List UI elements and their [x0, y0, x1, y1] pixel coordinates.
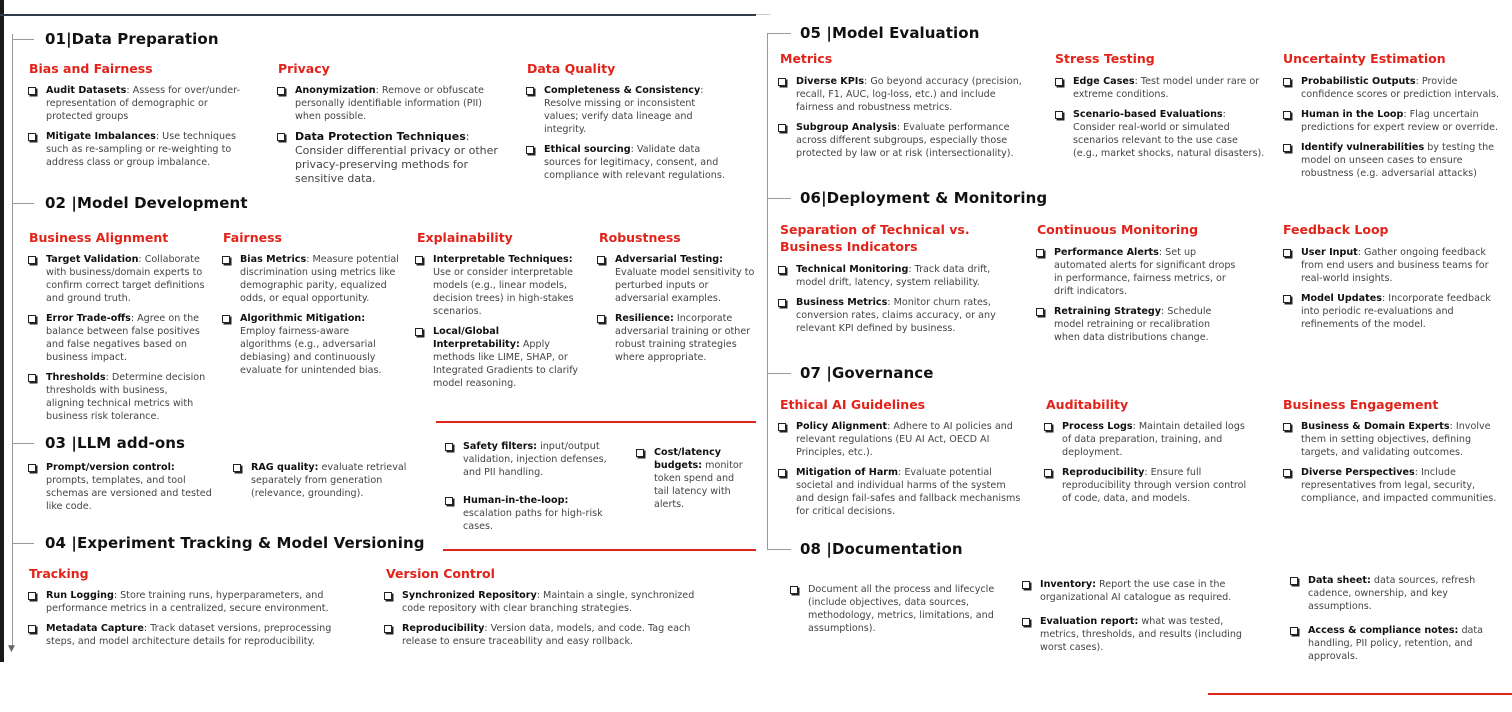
checkbox-icon	[1044, 469, 1052, 477]
list-item: Target Validation: Collaborate with business/domain experts to confirm correct target definitions and ground truth.	[28, 253, 208, 305]
list-item: RAG quality: evaluate retrieval separately from generation (relevance, grounding).	[233, 461, 433, 500]
list-llm-rag	[233, 461, 433, 507]
subheading-feedback-loop: Feedback Loop	[1283, 222, 1389, 237]
list-item: Completeness & Consistency: Resolve missing or inconsistent values; verify data lineage and integrity.	[526, 84, 726, 136]
section-title-documentation: 08 |Documentation	[800, 540, 963, 558]
list-data-quality	[526, 84, 726, 189]
section-name: Governance	[831, 364, 934, 382]
section-title-model-development: 02 |Model Development	[45, 194, 248, 212]
checkbox-icon	[1283, 78, 1291, 86]
list-item: Mitigate Imbalances: Use techniques such as re-sampling or re-weighting to address class or group imbalance.	[28, 130, 240, 169]
section-title-experiment-tracking: 04 |Experiment Tracking & Model Versioning	[45, 534, 425, 552]
subheading-bias-and-fairness: Bias and Fairness	[29, 61, 153, 76]
left-timeline	[12, 34, 13, 648]
llm-divider-top	[436, 421, 756, 423]
checkbox-icon	[1283, 469, 1291, 477]
list-item: Document all the process and lifecycle (include objectives, data sources, methodology, metrics, limitations, and assumptions).	[790, 583, 1005, 635]
checkbox-icon	[778, 299, 786, 307]
section-name: Deployment & Monitoring	[826, 189, 1048, 207]
checkbox-icon	[277, 87, 285, 95]
section-title-governance: 07 |Governance	[800, 364, 934, 382]
list-item: Inventory: Report the use case in the organizational AI catalogue as required.	[1022, 578, 1242, 604]
checkbox-icon	[778, 469, 786, 477]
llm-divider-bottom	[443, 549, 756, 551]
list-item: Anonymization: Remove or obfuscate personally identifiable information (PII) when possible.	[277, 84, 509, 123]
list-item: Scenario-based Evaluations: Consider real-world or simulated scenarios relevant to the use case (e.g., market shocks, natural disasters).	[1055, 108, 1265, 160]
section-number: 03	[45, 434, 67, 452]
list-fairness	[222, 253, 400, 384]
left-frame-border	[0, 0, 4, 662]
checkbox-icon	[1283, 111, 1291, 119]
list-item: Performance Alerts: Set up automated alerts for significant drops in performance, fairness metrics, or drift indicators.	[1036, 246, 1236, 298]
checkbox-icon	[1283, 144, 1291, 152]
timeline-tick-01	[12, 39, 34, 40]
checkbox-icon	[1022, 618, 1030, 626]
section-title-model-evaluation: 05 |Model Evaluation	[800, 24, 980, 42]
section-name: Model Evaluation	[831, 24, 980, 42]
checkbox-icon	[1022, 581, 1030, 589]
timeline-arrow-down-icon: ▼	[8, 644, 15, 654]
subheading-ethical-ai-guidelines: Ethical AI Guidelines	[780, 397, 926, 412]
list-item: Safety filters: input/output validation, injection defenses, and PII handling.	[445, 440, 610, 479]
subheading-business-engagement: Business Engagement	[1283, 397, 1439, 412]
list-documentation-inventory	[1022, 578, 1242, 661]
checkbox-icon	[1290, 627, 1298, 635]
checkbox-icon	[222, 315, 230, 323]
checkbox-icon	[28, 256, 36, 264]
checkbox-icon	[28, 374, 36, 382]
list-documentation-process	[790, 583, 1005, 642]
checkbox-icon	[384, 625, 392, 633]
subheading-separation-indicators: Separation of Technical vs. Business Indicators	[780, 222, 970, 254]
list-item: Retraining Strategy: Schedule model retraining or recalibration when data distributions change.	[1036, 305, 1236, 344]
checkbox-icon	[526, 146, 534, 154]
timeline-tick-05	[767, 33, 791, 34]
list-business-alignment	[28, 253, 208, 430]
list-item: Business & Domain Experts: Involve them in setting objectives, defining targets, and validating outcomes.	[1283, 420, 1505, 459]
list-item: Prompt/version control: prompts, templates, and tool schemas are versioned and tested like code.	[28, 461, 218, 513]
checkbox-icon	[28, 133, 36, 141]
list-feedback-loop	[1283, 246, 1493, 338]
list-item: Policy Alignment: Adhere to AI policies and relevant regulations (EU AI Act, OECD AI Principles, etc.).	[778, 420, 1026, 459]
list-item: Evaluation report: what was tested, metrics, thresholds, and results (including worst cases).	[1022, 615, 1242, 654]
list-metrics	[778, 75, 1028, 167]
list-llm-cost	[636, 446, 751, 518]
section-number: 06	[800, 189, 822, 207]
list-item: User Input: Gather ongoing feedback from end users and business teams for real-world insights.	[1283, 246, 1493, 285]
top-frame-border-light	[756, 14, 770, 15]
section-number: 05	[800, 24, 822, 42]
list-item: Error Trade-offs: Agree on the balance between false positives and false negatives based on business impact.	[28, 312, 208, 364]
checkbox-icon	[445, 443, 453, 451]
checkbox-icon	[1283, 249, 1291, 257]
checkbox-icon	[778, 423, 786, 431]
list-item: Access & compliance notes: data handling, PII policy, retention, and approvals.	[1290, 624, 1500, 663]
list-item: Diverse Perspectives: Include representatives from legal, security, compliance, and impacted communities.	[1283, 466, 1505, 505]
subheading-business-alignment: Business Alignment	[29, 230, 169, 245]
list-item: Probabilistic Outputs: Provide confidence scores or prediction intervals.	[1283, 75, 1505, 101]
list-item: Mitigation of Harm: Evaluate potential societal and individual harms of the system and design fail-safes and fallback mechanisms for critical decisions.	[778, 466, 1026, 518]
list-item: Adversarial Testing: Evaluate model sensitivity to perturbed inputs or adversarial examples.	[597, 253, 757, 305]
checkbox-icon	[28, 464, 36, 472]
list-item: Interpretable Techniques: Use or consider interpretable models (e.g., linear models, decision trees) in high-stakes scenarios.	[415, 253, 587, 318]
list-bias-and-fairness	[28, 84, 240, 176]
checkbox-icon	[445, 497, 453, 505]
section-title-data-preparation: 01|Data Preparation	[45, 30, 219, 48]
list-stress-testing	[1055, 75, 1265, 167]
list-item: Resilience: Incorporate adversarial training or other robust training strategies where appropriate.	[597, 312, 757, 364]
list-separation-indicators	[778, 263, 1023, 342]
list-item: Ethical sourcing: Validate data sources for legitimacy, consent, and compliance with relevant regulations.	[526, 143, 726, 182]
checkbox-icon	[526, 87, 534, 95]
list-version-control	[384, 589, 714, 655]
subheading-fairness: Fairness	[223, 230, 282, 245]
list-item: Cost/latency budgets: monitor token spend and tail latency with alerts.	[636, 446, 751, 511]
list-llm-prompt	[28, 461, 218, 520]
list-item: Identify vulnerabilities by testing the model on unseen cases to ensure robustness (e.g. adversarial attacks)	[1283, 141, 1505, 180]
list-business-engagement	[1283, 420, 1505, 512]
list-tracking	[28, 589, 358, 655]
list-item: Business Metrics: Monitor churn rates, conversion rates, claims accuracy, or any relevant KPI defined by business.	[778, 296, 1023, 335]
list-robustness	[597, 253, 757, 371]
section-number: 07	[800, 364, 822, 382]
section-number: 02	[45, 194, 67, 212]
list-auditability	[1044, 420, 1254, 512]
list-item: Bias Metrics: Measure potential discrimination using metrics like demographic parity, equalized odds, or equal opportunity.	[222, 253, 400, 305]
checkbox-icon	[28, 625, 36, 633]
list-explainability	[415, 253, 587, 397]
checkbox-icon	[778, 124, 786, 132]
timeline-tick-06	[767, 198, 791, 199]
list-item: Metadata Capture: Track dataset versions, preprocessing steps, and model architecture details for reproducibility.	[28, 622, 358, 648]
section-name: Experiment Tracking & Model Versioning	[76, 534, 425, 552]
subheading-continuous-monitoring: Continuous Monitoring	[1037, 222, 1199, 237]
subheading-uncertainty-estimation: Uncertainty Estimation	[1283, 51, 1446, 66]
list-uncertainty-estimation	[1283, 75, 1505, 187]
checkbox-icon	[1283, 295, 1291, 303]
checkbox-icon	[597, 315, 605, 323]
checkbox-icon	[790, 586, 798, 594]
timeline-tick-03	[12, 443, 34, 444]
subheading-privacy: Privacy	[278, 61, 330, 76]
list-item: Thresholds: Determine decision thresholds with business, aligning technical metrics with business risk tolerance.	[28, 371, 208, 423]
list-item: Human-in-the-loop: escalation paths for high-risk cases.	[445, 494, 610, 533]
subheading-tracking: Tracking	[29, 566, 89, 581]
list-item: Run Logging: Store training runs, hyperparameters, and performance metrics in a centralized, secure environment.	[28, 589, 358, 615]
checkbox-icon	[277, 133, 285, 141]
list-item: Diverse KPIs: Go beyond accuracy (precision, recall, F1, AUC, log-loss, etc.) and include fairness and robustness metrics.	[778, 75, 1028, 114]
list-item: Subgroup Analysis: Evaluate performance across different subgroups, especially those protected by law or at risk (intersectionality).	[778, 121, 1028, 160]
list-privacy	[277, 84, 509, 193]
checkbox-icon	[28, 592, 36, 600]
checkbox-icon	[778, 266, 786, 274]
checkbox-icon	[415, 256, 423, 264]
checkbox-icon	[1055, 111, 1063, 119]
timeline-tick-08	[767, 549, 791, 550]
list-continuous-monitoring	[1036, 246, 1236, 351]
list-item: Process Logs: Maintain detailed logs of data preparation, training, and deployment.	[1044, 420, 1254, 459]
checkbox-icon	[28, 315, 36, 323]
checkbox-icon	[1055, 78, 1063, 86]
documentation-divider	[1208, 693, 1512, 695]
right-timeline	[767, 33, 768, 549]
subheading-stress-testing: Stress Testing	[1055, 51, 1155, 66]
subheading-version-control: Version Control	[386, 566, 495, 581]
checkbox-icon	[415, 328, 423, 336]
list-item: Synchronized Repository: Maintain a single, synchronized code repository with clear branching strategies.	[384, 589, 714, 615]
subheading-data-quality: Data Quality	[527, 61, 616, 76]
checkbox-icon	[1036, 249, 1044, 257]
list-item: Algorithmic Mitigation: Employ fairness-aware algorithms (e.g., adversarial debiasing) and continuously evaluate for unintended bias.	[222, 312, 400, 377]
checkbox-icon	[1290, 577, 1298, 585]
section-name: Documentation	[831, 540, 963, 558]
checkbox-icon	[1283, 423, 1291, 431]
section-number: 08	[800, 540, 822, 558]
subheading-robustness: Robustness	[599, 230, 681, 245]
list-item: Data sheet: data sources, refresh cadence, ownership, and key assumptions.	[1290, 574, 1500, 613]
list-documentation-datasheet	[1290, 574, 1500, 670]
subheading-auditability: Auditability	[1046, 397, 1129, 412]
checkbox-icon	[778, 78, 786, 86]
section-number: 01	[45, 30, 67, 48]
list-item: Data Protection Techniques: Consider differential privacy or other privacy-preserving methods for sensitive data.	[277, 130, 509, 186]
checkbox-icon	[28, 87, 36, 95]
list-item: Reproducibility: Ensure full reproducibility through version control of code, data, and models.	[1044, 466, 1254, 505]
timeline-tick-07	[767, 373, 791, 374]
subheading-explainability: Explainability	[417, 230, 513, 245]
checkbox-icon	[636, 449, 644, 457]
top-frame-border	[0, 14, 756, 16]
checkbox-icon	[222, 256, 230, 264]
timeline-tick-04	[12, 543, 34, 544]
checkbox-icon	[233, 464, 241, 472]
section-title-llm-add-ons: 03 |LLM add-ons	[45, 434, 186, 452]
list-item: Reproducibility: Version data, models, and code. Tag each release to ensure traceability and easy rollback.	[384, 622, 714, 648]
list-item: Audit Datasets: Assess for over/under-representation of demographic or protected groups	[28, 84, 240, 123]
section-number: 04	[45, 534, 67, 552]
list-ethical-ai-guidelines	[778, 420, 1026, 525]
checkbox-icon	[384, 592, 392, 600]
list-item: Local/Global Interpretability: Apply methods like LIME, SHAP, or Integrated Gradients to clarify model reasoning.	[415, 325, 587, 390]
checkbox-icon	[1036, 308, 1044, 316]
checkbox-icon	[597, 256, 605, 264]
checkbox-icon	[1044, 423, 1052, 431]
section-name: Data Preparation	[71, 30, 219, 48]
list-item: Technical Monitoring: Track data drift, model drift, latency, system reliability.	[778, 263, 1023, 289]
section-name: LLM add-ons	[76, 434, 186, 452]
list-item: Model Updates: Incorporate feedback into periodic re-evaluations and refinements of the model.	[1283, 292, 1493, 331]
section-title-deployment-monitoring: 06|Deployment & Monitoring	[800, 189, 1048, 207]
list-llm-safety	[445, 440, 610, 540]
subheading-metrics: Metrics	[780, 51, 833, 66]
timeline-tick-02	[12, 203, 34, 204]
list-item: Human in the Loop: Flag uncertain predictions for expert review or override.	[1283, 108, 1505, 134]
section-name: Model Development	[76, 194, 248, 212]
list-item: Edge Cases: Test model under rare or extreme conditions.	[1055, 75, 1265, 101]
